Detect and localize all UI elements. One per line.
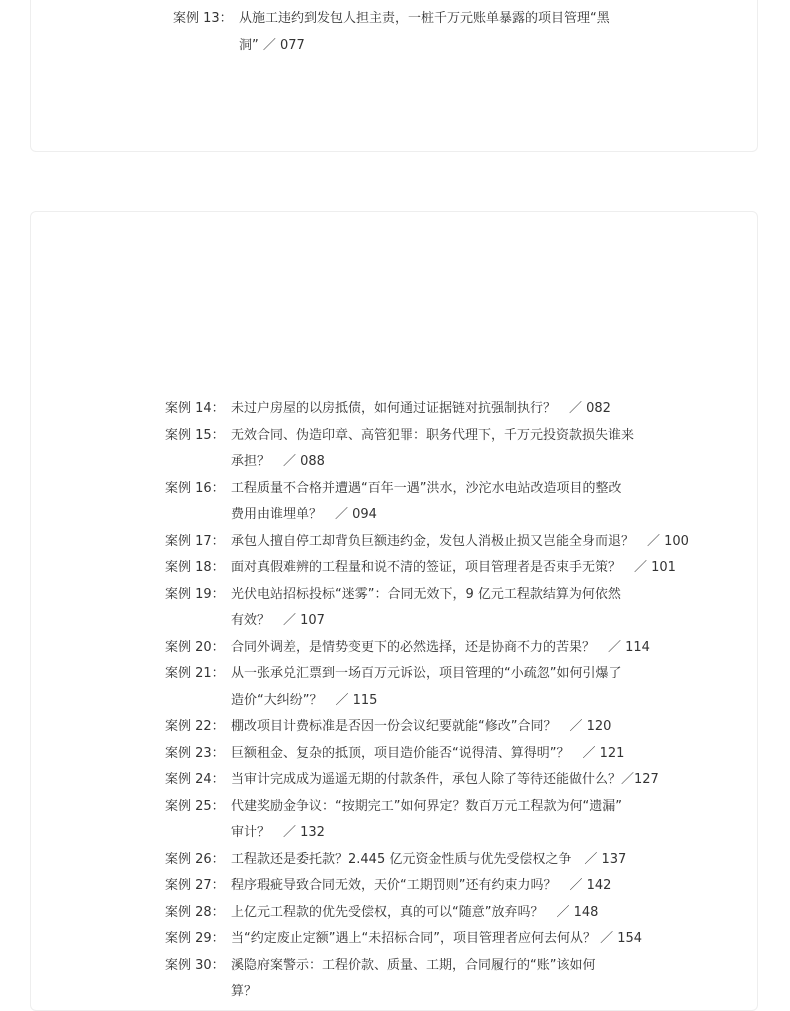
toc-entry-line: 从施工违约到发包人担主责，一桩千万元账单暴露的项目管理“黑 xyxy=(239,11,610,26)
toc-entry-line: 承担？ ／ 088 xyxy=(231,454,325,469)
toc-entry-label: 案例 23： xyxy=(165,745,225,761)
toc-entry-line: 棚改项目计费标准是否因一份会议纪要就能“修改”合同？ ／ 120 xyxy=(231,719,612,734)
toc-entry-title xyxy=(231,900,598,927)
toc-entry[interactable] xyxy=(165,847,725,874)
toc-entry-label: 案例 30： xyxy=(165,957,225,973)
toc-entry-line: 程序瑕疵导致合同无效，天价“工期罚则”还有约束力吗？ ／ 142 xyxy=(231,878,612,893)
toc-entry[interactable] xyxy=(165,926,725,953)
toc-entry[interactable] xyxy=(173,6,733,59)
toc-entry-line: 当审计完成成为遥遥无期的付款条件，承包人除了等待还能做什么？／127 xyxy=(231,772,659,787)
toc-entry[interactable] xyxy=(165,476,725,529)
toc-entry-label: 案例 26： xyxy=(165,851,225,867)
toc-entry-line: 从一张承兑汇票到一场百万元诉讼，项目管理的“小疏忽”如何引爆了 xyxy=(231,666,622,681)
toc-entry-title xyxy=(231,847,626,874)
toc-entry-title xyxy=(231,953,595,1006)
toc-entry-title xyxy=(231,635,650,662)
toc-entry-title xyxy=(231,767,659,794)
toc-entry-label: 案例 16： xyxy=(165,480,225,496)
toc-entry[interactable] xyxy=(165,661,725,714)
toc-entry-line: 当“约定废止定额”遇上“未招标合同”，项目管理者应何去何从？ ／ 154 xyxy=(231,931,643,946)
toc-entry-label: 案例 19： xyxy=(165,586,225,602)
toc-entry[interactable] xyxy=(165,953,725,1006)
toc-entry-line: 造价“大纠纷”？ ／ 115 xyxy=(231,692,378,708)
toc-entry-title xyxy=(231,423,634,476)
toc-entry-title xyxy=(231,794,622,847)
toc-entry-title xyxy=(239,6,610,59)
toc-entry[interactable] xyxy=(165,873,725,900)
toc-entry-title xyxy=(231,873,611,900)
toc-entry-label: 案例 14： xyxy=(165,401,225,416)
toc-entry-label: 案例 28： xyxy=(165,904,225,920)
toc-entry[interactable] xyxy=(165,582,725,635)
toc-entry-title xyxy=(231,582,621,635)
toc-entry-line: 费用由谁埋单？ ／ 094 xyxy=(231,507,377,522)
toc-entry-title xyxy=(231,555,676,582)
toc-entry[interactable] xyxy=(165,423,725,476)
toc-entry[interactable] xyxy=(165,714,725,741)
toc-entry[interactable] xyxy=(165,794,725,847)
toc-entry-label: 案例 22： xyxy=(165,719,225,734)
toc-entry-line: 算？ xyxy=(231,984,258,999)
toc-entry-label: 案例 15： xyxy=(165,427,225,443)
toc-entry-line: 未过户房屋的以房抵债，如何通过证据链对抗强制执行？ ／ 082 xyxy=(231,401,611,416)
toc-entry-line: 无效合同、伪造印章、高管犯罪：职务代理下，千万元投资款损失谁来 xyxy=(231,427,635,443)
toc-entry-line: 承包人擅自停工却背负巨额违约金，发包人消极止损又岂能全身而退？ ／ 100 xyxy=(231,533,689,549)
toc-entry[interactable] xyxy=(165,741,725,768)
toc-entry-line: 合同外调差，是情势变更下的必然选择，还是协商不力的苦果？ ／ 114 xyxy=(231,639,650,655)
toc-entry-label: 案例 13： xyxy=(173,11,233,26)
toc-entry[interactable] xyxy=(165,555,725,582)
toc-entry-line: 洞” ／ 077 xyxy=(239,37,305,53)
toc-entry-title xyxy=(231,661,621,714)
toc-entry-line: 有效？ ／ 107 xyxy=(231,613,325,628)
toc-entry-title xyxy=(231,741,624,768)
toc-entry-label: 案例 21： xyxy=(165,666,225,681)
toc-entry[interactable] xyxy=(165,635,725,662)
toc-entry-line: 审计？ ／ 132 xyxy=(231,825,325,840)
toc-entry-title xyxy=(231,926,642,953)
toc-entry-title xyxy=(231,714,611,741)
toc-entry-line: 工程款还是委托款？2.445 亿元资金性质与优先受偿权之争 ／ 137 xyxy=(231,851,627,867)
toc-entry-label: 案例 29： xyxy=(165,931,225,946)
toc-entry-line: 光伏电站招标投标“迷雾”：合同无效下，9 亿元工程款结算为何依然 xyxy=(231,586,621,602)
toc-entry-label: 案例 18： xyxy=(165,560,225,575)
toc-entry[interactable] xyxy=(165,529,725,556)
toc-entry-label: 案例 25： xyxy=(165,798,225,814)
toc-entry-line: 工程质量不合格并遭遇“百年一遇”洪水，沙沱水电站改造项目的整改 xyxy=(231,480,622,496)
toc-entry-line: 巨额租金、复杂的抵顶，项目造价能否“说得清、算得明”？ ／ 121 xyxy=(231,745,625,761)
toc-entry-line: 溪隐府案警示：工程价款、质量、工期，合同履行的“账”该如何 xyxy=(231,957,596,973)
toc-entry-label: 案例 27： xyxy=(165,878,225,893)
toc-entry-label: 案例 17： xyxy=(165,533,225,549)
toc-entry[interactable] xyxy=(165,767,725,794)
toc-entry-label: 案例 24： xyxy=(165,772,225,787)
toc-entry-title xyxy=(231,529,689,556)
toc-entry[interactable] xyxy=(165,900,725,927)
toc-entry-line: 面对真假难辨的工程量和说不清的签证，项目管理者是否束手无策？ ／ 101 xyxy=(231,560,676,575)
toc-entry-line: 上亿元工程款的优先受偿权，真的可以“随意”放弃吗？ ／ 148 xyxy=(231,904,599,920)
toc-entry-label: 案例 20： xyxy=(165,639,225,655)
toc-entry[interactable] xyxy=(165,396,725,423)
toc-entry-title xyxy=(231,476,621,529)
toc-entry-title xyxy=(231,396,611,423)
toc-entry-line: 代建奖励金争议：“按期完工”如何界定？数百万元工程款为何“遗漏” xyxy=(231,798,622,814)
